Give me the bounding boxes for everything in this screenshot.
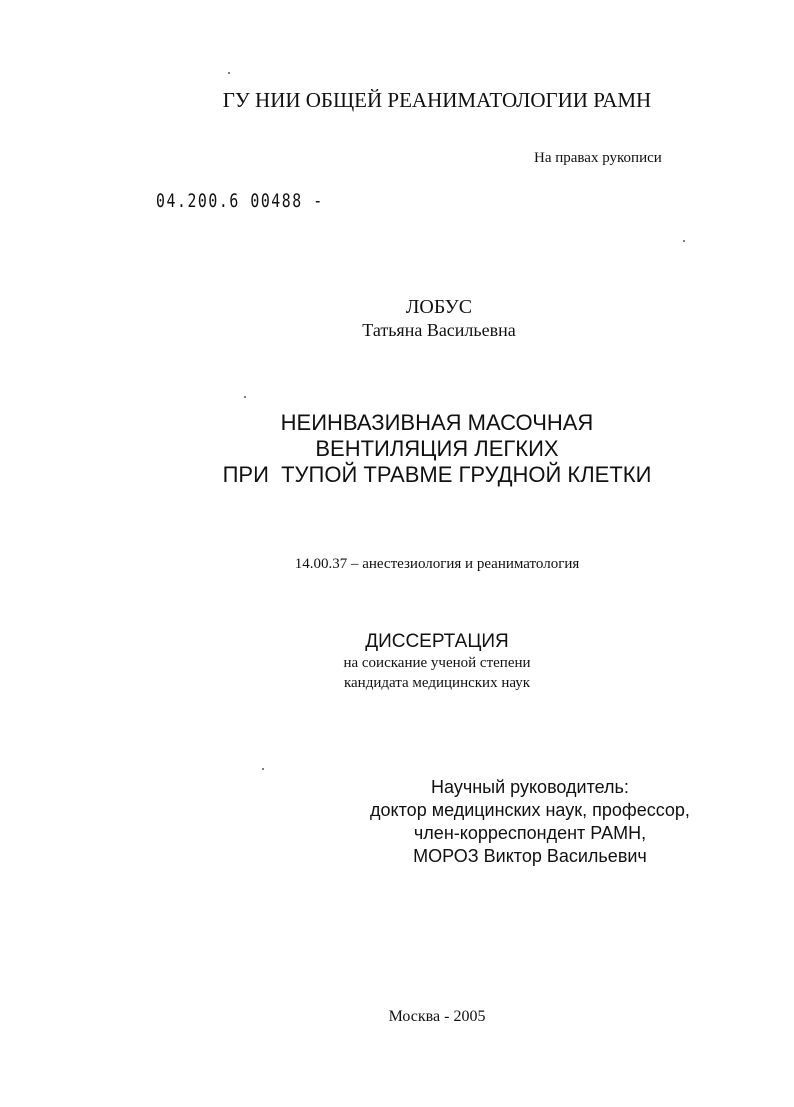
supervisor-membership: член-корреспондент РАМН,: [413, 823, 647, 843]
dissertation-type-block: [0, 631, 794, 693]
title-line-2: ВЕНТИЛЯЦИЯ ЛЕГКИХ: [315, 436, 559, 461]
scan-speck: [244, 396, 246, 398]
title-line-3: ПРИ ТУПОЙ ТРАВМЕ ГРУДНОЙ КЛЕТКИ: [222, 462, 652, 487]
title-line-1: НЕИНВАЗИВНАЯ МАСОЧНАЯ: [280, 410, 594, 435]
supervisor-degree: доктор медицинских наук, профессор,: [370, 800, 690, 820]
registry-stamp: 04.200.6 00488 -: [156, 190, 324, 212]
supervisor-label: Научный руководитель:: [431, 777, 629, 797]
place-and-year: Москва - 2005: [388, 1008, 486, 1025]
author-given-names: Татьяна Васильевна: [362, 320, 516, 340]
author-surname: ЛОБУС: [405, 296, 473, 318]
specialty-code: 14.00.37 – анестезиология и реаниматология: [294, 556, 580, 572]
supervisor-block: [300, 776, 760, 868]
supervisor-name: МОРОЗ Виктор Васильевич: [413, 846, 647, 866]
dissertation-title: [0, 410, 794, 488]
degree-line-1: на соискание ученой степени: [343, 655, 531, 671]
scan-speck: [228, 72, 230, 74]
institution-name: ГУ НИИ ОБЩЕЙ РЕАНИМАТОЛОГИИ РАМН: [222, 88, 652, 112]
scan-speck: [262, 768, 264, 770]
dissertation-heading: ДИССЕРТАЦИЯ: [365, 631, 509, 652]
registry-number: 04.200.6 00488: [156, 190, 303, 212]
rights-note: На правах рукописи: [534, 150, 662, 166]
scan-speck: [683, 240, 685, 242]
degree-line-2: кандидата медицинских наук: [343, 675, 531, 691]
